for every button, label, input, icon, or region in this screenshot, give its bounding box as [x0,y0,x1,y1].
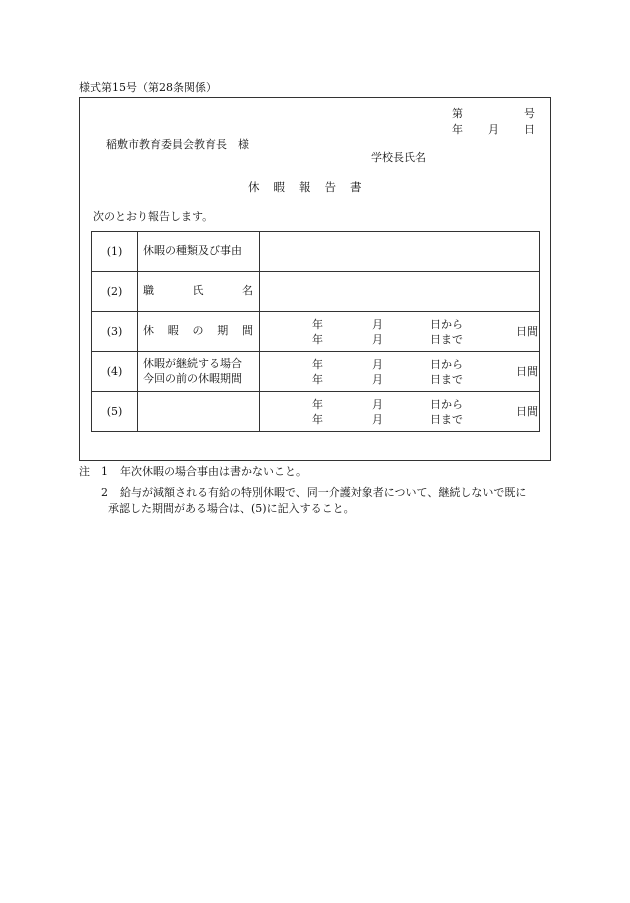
date-year-label: 年 [452,123,463,136]
number-prefix: 第 [452,107,463,120]
item-char: 氏 [192,284,204,298]
row-number: (3) [92,312,138,352]
year-label: 年 [312,412,323,426]
month-label: 月 [372,317,383,331]
table-row [92,272,540,312]
month-label: 月 [372,397,383,411]
item-char: 名 [242,284,253,298]
document-title: 休暇報告書 [248,180,376,194]
from-label: 日から [430,397,463,411]
until-label: 日まで [430,412,463,426]
from-label: 日から [430,357,463,371]
date-day-label: 日 [524,123,535,136]
days-label: 日間 [516,324,538,338]
month-label: 月 [372,332,383,346]
table-row [92,232,540,272]
from-label: 日から [430,317,463,331]
note-number: 1 [101,465,108,478]
addressee: 稲敷市教育委員会教育長 様 [106,138,249,151]
form-number: 様式第15号（第28条関係） [79,81,217,94]
item-char: 職 [143,284,154,298]
note-text-continued: 承認した期間がある場合は、(5)に記入すること。 [108,502,355,515]
item-line: 休暇が継続する場合 [143,356,242,370]
date-month-label: 月 [488,123,499,136]
table-row [92,312,540,352]
year-label: 年 [312,397,323,411]
year-label: 年 [312,372,323,386]
row-item [138,272,260,312]
item-line: 今回の前の休暇期間 [143,371,242,385]
row-number: (4) [92,352,138,392]
item-char: 暇 [167,324,179,338]
month-label: 月 [372,357,383,371]
table-row [92,392,540,432]
row-item: 休暇の種類及び事由 [138,232,260,272]
reason-field[interactable] [260,232,540,272]
until-label: 日まで [430,332,463,346]
row-number: (5) [92,392,138,432]
extra-period-field[interactable] [260,392,540,432]
previous-period-field[interactable] [260,352,540,392]
name-field[interactable] [260,272,540,312]
report-table [91,231,540,432]
item-char: 休 [143,324,154,338]
month-label: 月 [372,412,383,426]
intro-text: 次のとおり報告します。 [93,210,214,223]
year-label: 年 [312,332,323,346]
table-row [92,352,540,392]
year-label: 年 [312,357,323,371]
row-number: (1) [92,232,138,272]
row-item [138,352,260,392]
row-item[interactable] [138,392,260,432]
year-label: 年 [312,317,323,331]
leave-period-field[interactable] [260,312,540,352]
principal-name-label: 学校長氏名 [371,151,426,164]
note-text: 年次休暇の場合事由は書かないこと。 [120,465,307,478]
note-number: 2 [101,486,108,499]
item-char: の [192,324,204,338]
until-label: 日まで [430,372,463,386]
item-char: 期 [217,324,229,338]
row-number: (2) [92,272,138,312]
days-label: 日間 [516,404,538,418]
days-label: 日間 [516,364,538,378]
item-char: 間 [242,324,253,338]
month-label: 月 [372,372,383,386]
row-item [138,312,260,352]
number-suffix: 号 [524,107,535,120]
notes-label: 注 [79,465,90,478]
note-text: 給与が減額される有給の特別休暇で、同一介護対象者について、継続しないで既に [120,486,527,499]
